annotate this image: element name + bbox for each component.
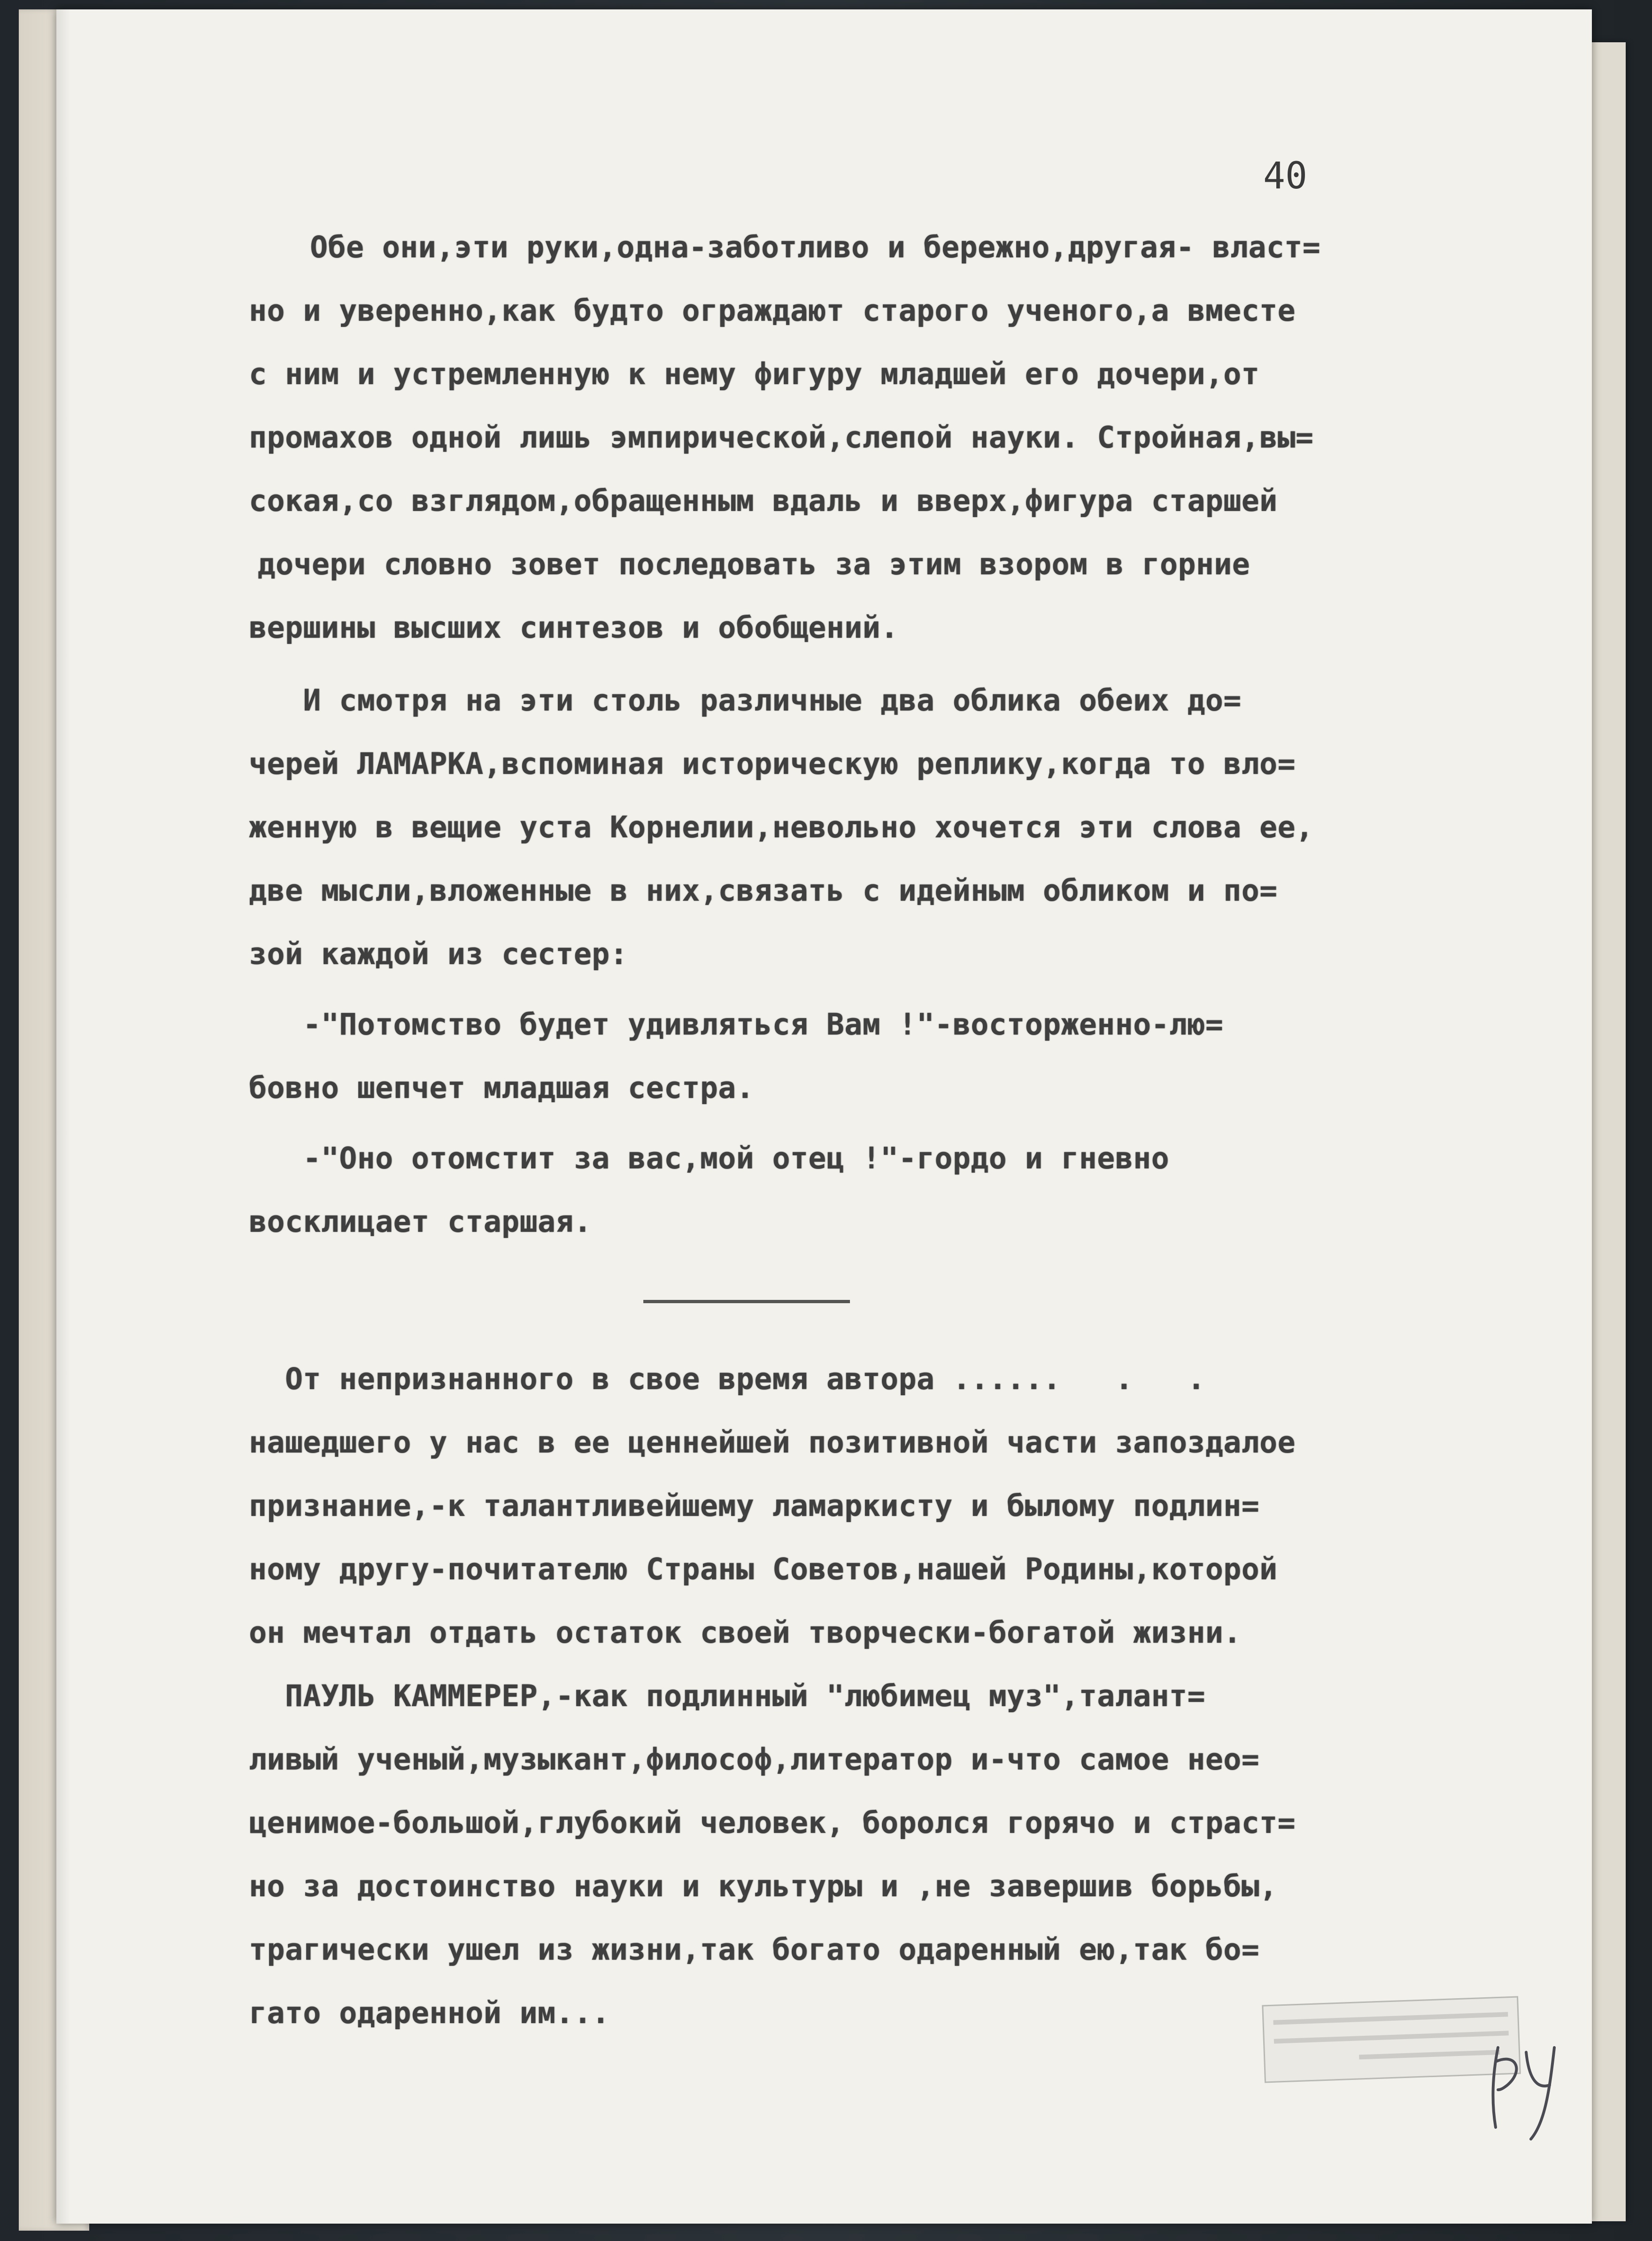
text-line: сокая,со взглядом,обращенным вдаль и вверх,фигура старшей: [249, 484, 1278, 518]
text-line: И смотря на эти столь различные два облика обеих до=: [249, 683, 1242, 718]
text-line: От непризнанного в свое время автора ...... . .: [249, 1362, 1205, 1396]
text-line: -"Потомство будет удивляться Вам !"-восторженно-лю=: [249, 1007, 1224, 1042]
page-edge-shadow: [56, 9, 70, 2224]
text-line: вершины высших синтезов и обобщений.: [249, 610, 899, 645]
text-line: черей ЛАМАРКА,вспоминая историческую реплику,когда то вло=: [249, 747, 1296, 781]
stamp-text-line: [1274, 2031, 1509, 2043]
text-line: две мысли,вложенные в них,связать с идейным обликом и по=: [249, 873, 1278, 908]
text-line: но за достоинство науки и культуры и ,не завершив борьбы,: [249, 1869, 1278, 1903]
text-line: гато одаренной им...: [249, 1996, 610, 2030]
text-line: восклицает старшая.: [249, 1205, 592, 1239]
section-divider: [643, 1300, 850, 1303]
text-line: признание,-к талантливейшему ламаркисту и былому подлин=: [249, 1489, 1260, 1523]
stamp-text-line: [1273, 2012, 1508, 2025]
handwritten-signature: [1479, 2033, 1573, 2146]
text-line: Обе они,эти руки,одна-заботливо и бережно,другая- власт=: [310, 230, 1321, 264]
text-line: ливый ученый,музыкант,философ,литератор и-что самое нео=: [249, 1742, 1260, 1777]
page-number: 40: [1263, 155, 1307, 197]
text-line: ному другу-почитателю Страны Советов,нашей Родины,которой: [249, 1552, 1278, 1586]
text-line: трагически ушел из жизни,так богато одаренный ею,так бо=: [249, 1932, 1260, 1967]
text-line: ценимое-большой,глубокий человек, боролся горячо и страст=: [249, 1806, 1296, 1840]
text-line: женную в вещие уста Корнелии,невольно хочется эти слова ее,: [249, 810, 1314, 844]
text-line: он мечтал отдать остаток своей творчески-богатой жизни.: [249, 1615, 1242, 1650]
text-line: бовно шепчет младшая сестра.: [249, 1071, 755, 1105]
text-line: -"Оно отомстит за вас,мой отец !"-гордо и гневно: [249, 1141, 1169, 1175]
text-line: ПАУЛЬ КАММЕРЕР,-как подлинный "любимец муз",талант=: [249, 1679, 1205, 1713]
text-line: нашедшего у нас в ее ценнейшей позитивной части запоздалое: [249, 1425, 1296, 1460]
text-line: дочери словно зовет последовать за этим взором в горние: [239, 547, 1251, 581]
text-line: зой каждой из сестер:: [249, 937, 628, 971]
text-line: промахов одной лишь эмпирической,слепой науки. Стройная,вы=: [249, 420, 1314, 455]
text-line: с ним и устремленную к нему фигуру младшей его дочери,от: [249, 357, 1260, 391]
text-line: но и уверенно,как будто ограждают старого ученого,а вместе: [249, 294, 1296, 328]
